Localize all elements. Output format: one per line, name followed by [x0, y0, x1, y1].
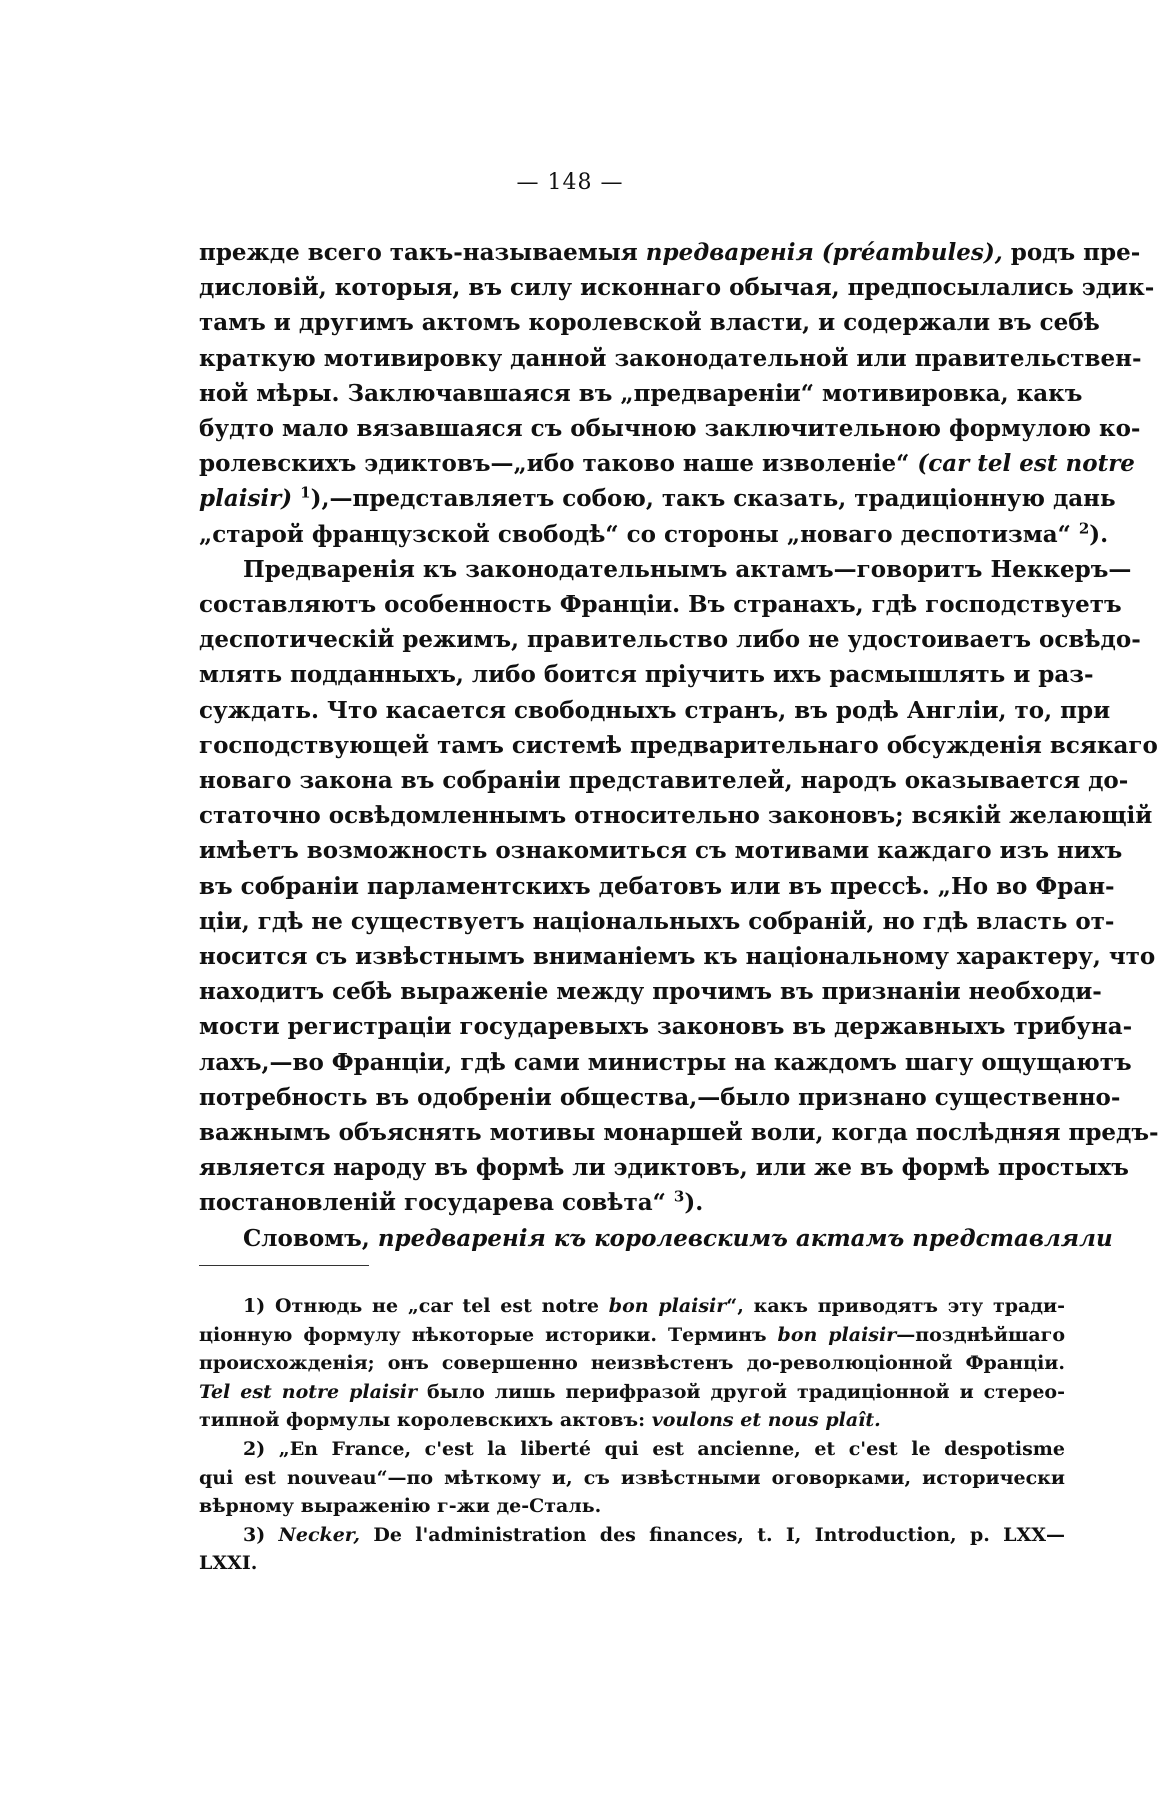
footnote-line [199, 1406, 1065, 1435]
text-run: мости регистраціи государевыхъ законовъ въ державныхъ трибуна- [199, 1013, 1133, 1041]
italic-text: plaisir) [199, 485, 293, 513]
text-line [199, 1115, 1159, 1150]
text-line [199, 622, 1141, 657]
text-run: ). [684, 1189, 704, 1217]
text-line [199, 587, 1122, 622]
text-line [199, 1009, 1133, 1044]
text-run: будто мало вязавшаяся съ обычною заключительною формулою ко- [199, 415, 1141, 443]
text-line [199, 798, 1153, 833]
text-line [199, 1150, 1129, 1185]
footnote-line [199, 1549, 1065, 1578]
text-run: млять подданныхъ, либо боится пріучить ихъ расмышлять и раз- [199, 661, 1094, 689]
text-run: типной формулы королевскихъ актовъ: [199, 1409, 652, 1432]
main-text [199, 235, 1159, 1256]
text-line [199, 235, 1141, 270]
text-run: родъ пре- [1002, 239, 1141, 266]
text-line [199, 341, 1142, 376]
text-run: статочно освѣдомленнымъ относительно законовъ; всякій желающій [199, 802, 1153, 830]
footnote-line [199, 1292, 1065, 1321]
text-run: ролевскихъ эдиктовъ—„ибо таково наше изволеніе“ [199, 450, 918, 478]
text-line [199, 1221, 1113, 1256]
italic-text: Necker, [278, 1523, 361, 1546]
text-run: 3 [243, 1523, 257, 1546]
text-run: господствующей тамъ системѣ предварительнаго обсужденія всякаго [199, 731, 1158, 759]
text-line [199, 974, 1102, 1009]
text-run: ной мѣры. Заключавшаяся въ „предвареніи“ мотивировка, какъ [199, 379, 1083, 407]
text-run: ціонную формулу нѣкоторые историки. Терминъ [199, 1323, 778, 1346]
footnote-marker: 2 [1078, 518, 1090, 537]
text-line [199, 657, 1094, 692]
text-line [199, 270, 1155, 305]
text-run: является народу въ формѣ ли эдиктовъ, или же въ формѣ простыхъ [199, 1154, 1129, 1182]
italic-text: (car tel est notre [917, 450, 1135, 478]
footnote-line [199, 1435, 1065, 1464]
text-run: постановленій государева совѣта“ [199, 1189, 674, 1217]
text-run: ),—представляетъ собою, такъ сказать, традиціонную дань [310, 485, 1116, 513]
text-run: прежде всего такъ-называемыя [199, 239, 646, 266]
italic-text: предваренія къ королевскимъ актамъ представляли [377, 1224, 1113, 1252]
text-run: 1 [243, 1295, 257, 1317]
footnote-marker: 1 [300, 483, 311, 502]
text-line [199, 1080, 1121, 1115]
text-run: суждать. Что касается свободныхъ странъ, въ родѣ Англіи, то, при [199, 696, 1111, 724]
text-run: De l'administration des finances, t. I, Introduction, p. LXX— [360, 1523, 1065, 1546]
text-run: вѣрному выраженію г-жи де-Сталь. [199, 1495, 602, 1518]
text-line [199, 305, 1100, 340]
footnote-line [199, 1521, 1065, 1550]
text-run: LXXI. [199, 1552, 258, 1575]
text-run: новаго закона въ собраніи представителей, народъ оказывается до- [199, 767, 1129, 795]
footnote-line [199, 1349, 1065, 1378]
text-run: 2 [243, 1437, 257, 1460]
text-run: ) [256, 1523, 279, 1546]
text-run: ) „En France, c'est la liberté qui est ancienne, et c'est le despotisme [256, 1437, 1065, 1460]
text-run: деспотическій режимъ, правительство либо не удостоиваетъ освѣдо- [199, 626, 1141, 654]
text-run: составляютъ особенность Франціи. Въ странахъ, гдѣ господствуетъ [199, 591, 1122, 619]
text-line [199, 1045, 1132, 1080]
text-run: было лишь перифразой другой традиціонной и стерео- [417, 1380, 1065, 1403]
text-line [199, 517, 1109, 552]
text-run: происхожденія; онъ совершенно неизвѣстенъ до-революціонной Франціи. [199, 1352, 1065, 1375]
text-run: qui est nouveau“—по мѣткому и, съ извѣстными оговорками, исторически [199, 1466, 1065, 1489]
italic-text: bon plaisir [777, 1323, 897, 1346]
footnotes [199, 1292, 1065, 1578]
text-run: ціи, гдѣ не существуетъ національныхъ собраній, но гдѣ власть от- [199, 907, 1115, 935]
footnote-divider [199, 1265, 369, 1266]
text-run: важнымъ объяснять мотивы монаршей воли, когда послѣдняя предъ- [199, 1119, 1159, 1147]
text-run: —позднѣйшаго [896, 1323, 1065, 1346]
text-run: находитъ себѣ выраженіе между прочимъ въ признаніи необходи- [199, 978, 1102, 1006]
text-line [199, 904, 1115, 939]
footnote-line [199, 1464, 1065, 1493]
text-run: потребность въ одобреніи общества,—было признано существенно- [199, 1083, 1121, 1111]
text-run [292, 485, 300, 512]
text-line [199, 376, 1083, 411]
text-line [199, 869, 1115, 904]
text-run: “, какъ приводятъ эту тради- [726, 1295, 1066, 1317]
italic-text: voulons et nous plaît. [651, 1409, 881, 1432]
text-line [199, 552, 1132, 587]
italic-text: bon plaisir [608, 1295, 727, 1317]
footnote-marker: 3 [673, 1187, 685, 1206]
text-line [199, 728, 1158, 763]
text-run: ). [1089, 520, 1109, 548]
text-run: тамъ и другимъ актомъ королевской власти, и содержали въ себѣ [199, 309, 1100, 337]
text-run: имѣетъ возможность ознакомиться съ мотивами каждаго изъ нихъ [199, 837, 1123, 865]
footnote-line [199, 1321, 1065, 1350]
text-run: Словомъ, [243, 1224, 378, 1252]
page-number: — 148 — [516, 170, 624, 195]
text-run: носится съ извѣстнымъ вниманіемъ къ національному характеру, что [199, 943, 1156, 971]
footnote-line [199, 1378, 1065, 1407]
text-line [199, 939, 1156, 974]
text-run: краткую мотивировку данной законодательной или правительствен- [199, 344, 1142, 372]
text-line [199, 411, 1141, 446]
text-run: Предваренія къ законодательнымъ актамъ—говоритъ Неккеръ— [243, 555, 1132, 583]
text-line [199, 446, 1135, 481]
text-run: „старой французской свободѣ“ со стороны „новаго деспотизма“ [199, 520, 1079, 548]
text-run: ) Отнюдь не „car tel est notre [256, 1295, 609, 1317]
text-run: въ собраніи парламентскихъ дебатовъ или въ прессѣ. „Но во Фран- [199, 872, 1115, 900]
text-run: дисловій, которыя, въ силу исконнаго обычая, предпосылались эдик- [199, 274, 1155, 302]
text-run: лахъ,—во Франціи, гдѣ сами министры на каждомъ шагу ощущаютъ [199, 1048, 1132, 1076]
text-line [199, 833, 1123, 868]
text-line [199, 1185, 1065, 1220]
footnote-line [199, 1492, 1065, 1521]
italic-text: предваренія (préambules), [645, 239, 1003, 266]
text-line [199, 481, 1116, 516]
text-line [199, 763, 1129, 798]
text-line [199, 693, 1111, 728]
italic-text: Tel est notre plaisir [199, 1380, 418, 1403]
